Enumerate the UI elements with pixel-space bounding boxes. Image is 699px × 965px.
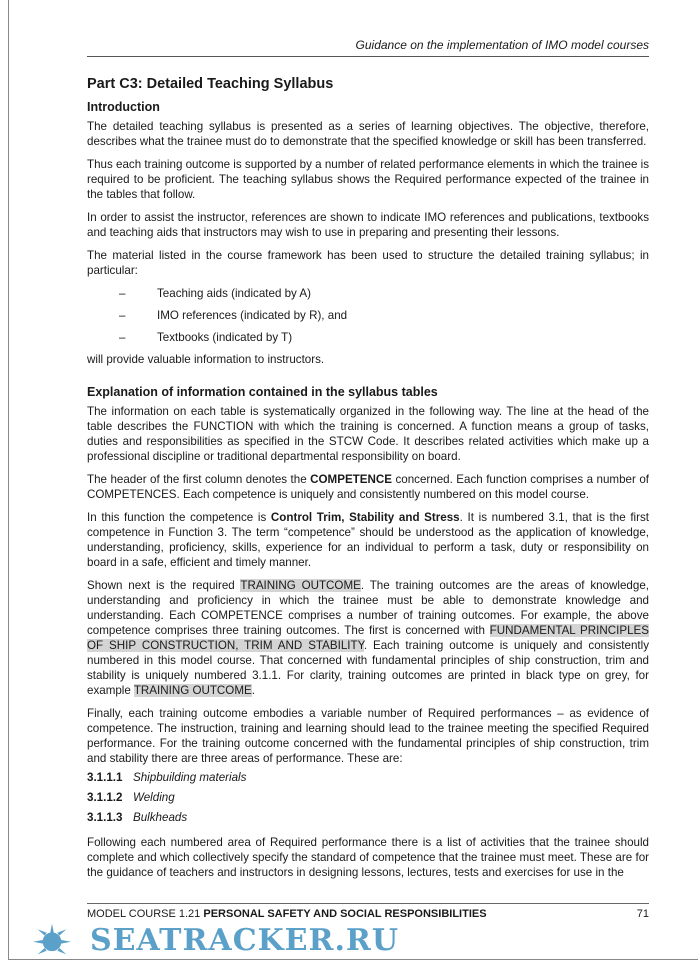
seatracker-watermark: SEATRACKER.RU [90, 923, 399, 958]
list-item: – Textbooks (indicated by T) [119, 331, 293, 344]
paragraph: will provide valuable information to instructors. [87, 353, 325, 366]
paragraph: Thus each training outcome is supported by a number of related performance elements in which the trainee is required to be proficient. The teaching syllabus shows the Required performance expected of the trainee in the tables that follow. [87, 158, 649, 201]
paragraph: In this function the competence is Control Trim, Stability and Stress. It is numbered 3.1, that is the first competence in Function 3. The term “competence” should be understood as the application of knowledge, understanding, proficiency, skills, experience for an individual to perform a task, duty or responsibility on board in a safe, efficient and timely manner. [87, 511, 649, 569]
page-number: 71 [636, 908, 649, 920]
sun-logo-icon [30, 922, 74, 958]
numbered-item: 3.1.1.2 Welding [87, 791, 175, 804]
footer-course: MODEL COURSE 1.21 [87, 908, 204, 920]
paragraph: The information on each table is systematically organized in the following way. The line at the head of the table describes the FUNCTION with which the training is concerned. A function means a group of tasks, duties and responsibilities as specified in the STCW Code. It describes related activities which make up a professional discipline or traditional departmental responsibility on board. [87, 405, 649, 463]
reference-list [87, 286, 649, 345]
running-header: Guidance on the implementation of IMO model courses [355, 38, 649, 52]
paragraph: In order to assist the instructor, references are shown to indicate IMO references and publications, textbooks and teaching aids that instructors may wish to use in preparing and presenting their lessons. [87, 211, 649, 239]
paragraph: The detailed teaching syllabus is presented as a series of learning objectives. The objective, therefore, describes what the trainee must do to demonstrate that the specified knowledge or skill has been transferred. [87, 120, 649, 148]
page-title: Part C3: Detailed Teaching Syllabus [87, 76, 334, 92]
page-footer [87, 903, 649, 921]
list-item: – IMO references (indicated by R), and [119, 309, 348, 322]
paragraph: The header of the first column denotes the COMPETENCE concerned. Each function comprises a number of COMPETENCES. Each competence is uniquely and consistently numbered on this model course. [87, 473, 649, 501]
list-item: – Teaching aids (indicated by A) [119, 287, 312, 300]
numbered-item: 3.1.1.3 Bulkheads [87, 811, 188, 824]
paragraph: Finally, each training outcome embodies a variable number of Required performances – as evidence of competence. The instruction, training and learning should lead to the trainee meeting the specified Required performance. For the training outcome concerned with the fundamental principles of ship construction, trim and stability there are three areas of performance. These are: [87, 707, 649, 765]
header-rule [87, 56, 649, 57]
paragraph: Following each numbered area of Required performance there is a list of activities that the trainee should complete and which collectively specify the standard of competence that the trainee must meet. These are for the guidance of teachers and instructors in designing lessons, lectures, tests and exercises for use in the [87, 836, 649, 879]
paragraph: Shown next is the required TRAINING OUTCOME. The training outcomes are the areas of knowledge, understanding and proficiency in which the trainee must be able to demonstrate knowledge and understanding. Each COMPETENCE comprises a number of training outcomes. For example, the above competence comprises three training outcomes. The first is concerned with FUNDAMENTAL PRINCIPLES OF SHIP CONSTRUCTION, TRIM AND STABILITY. Each training outcome is uniquely and consistently numbered in this model course. That concerned with fundamental principles of ship construction, trim and stability is uniquely numbered 3.1.1. For clarity, training outcomes are printed in black type on grey, for example TRAINING OUTCOME. [87, 579, 649, 697]
paragraph: The material listed in the course framework has been used to structure the detailed training syllabus; in particular: [87, 249, 649, 277]
explanation-heading: Explanation of information contained in the syllabus tables [87, 385, 438, 399]
page-content [87, 77, 649, 888]
intro-heading: Introduction [87, 100, 160, 114]
footer-title: PERSONAL SAFETY AND SOCIAL RESPONSIBILITIES [203, 908, 487, 920]
numbered-item: 3.1.1.1 Shipbuilding materials [87, 771, 247, 784]
